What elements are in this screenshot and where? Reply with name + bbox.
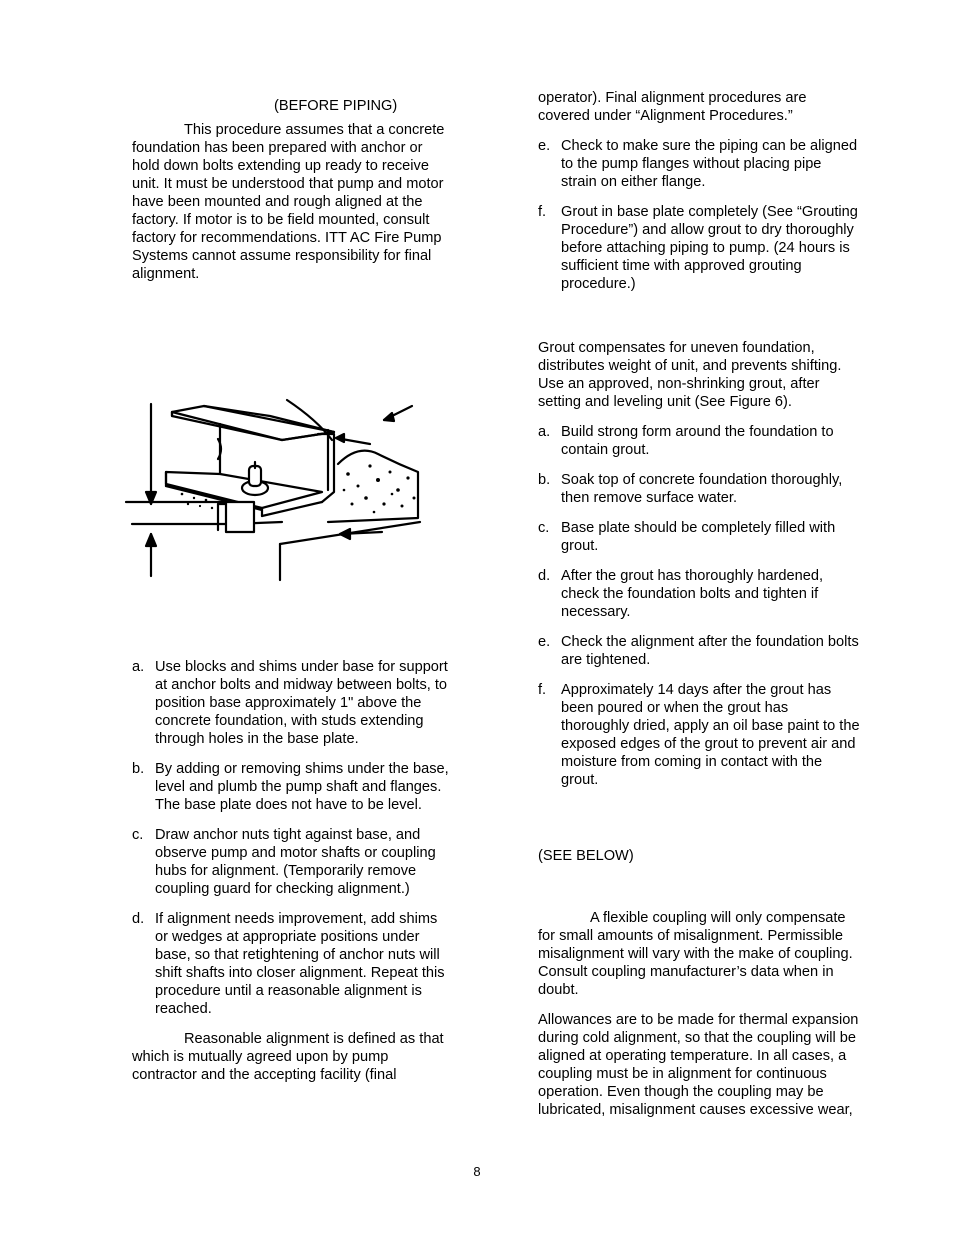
- page-number: 8: [473, 1164, 481, 1179]
- list-item: b. Soak top of concrete foundation thoroughly, then remove surface water.: [538, 472, 843, 506]
- list-item: c. Base plate should be completely filled with grout.: [538, 520, 836, 554]
- intro-paragraph: This procedure assumes that a concrete foundation has been prepared with anchor or hold down bolts extending up ready to receive unit. It must be understood that pump and motor have been mounted and rough aligned at the factory. If motor is to be field mounted, consult factory for recommendations. ITT AC Fire Pump Systems cannot assume responsibility for final alignment.: [132, 122, 445, 282]
- leveling-steps-continued-list: [538, 137, 860, 293]
- list-item: a. Build strong form around the foundation to contain grout.: [538, 424, 834, 458]
- list-item: b. By adding or removing shims under the base, level and plumb the pump shaft and flanges. The base plate does not have to be level.: [132, 761, 449, 813]
- closing-paragraph: Reasonable alignment is defined as that which is mutually agreed upon by pump contractor and the accepting facility (final: [132, 1031, 444, 1083]
- leveling-steps-list: [132, 658, 454, 1018]
- allowances-paragraph: Allowances are to be made for thermal expansion during cold alignment, so that the coupling will be aligned at operating temperature. In all cases, a coupling must be in alignment for continuous operation. Even though the coupling may be lubricated, misalignment causes excessive wear,: [538, 1012, 859, 1118]
- section-heading: (BEFORE PIPING): [274, 98, 398, 114]
- list-item: f. Grout in base plate completely (See “Grouting Procedure”) and allow grout to dry thoroughly before attaching piping to pump. (24 hours is sufficient time with approved grouting procedure.): [538, 204, 858, 292]
- list-item: d. After the grout has thoroughly hardened, check the foundation bolts and tighten if necessary.: [538, 568, 824, 620]
- grouting-steps-list: [538, 423, 860, 789]
- continuation-paragraph: operator). Final alignment procedures are covered under “Alignment Procedures.”: [538, 90, 807, 124]
- list-item: e. Check to make sure the piping can be aligned to the pump flanges without placing pipe strain on either flange.: [538, 138, 858, 190]
- list-item: e. Check the alignment after the foundation bolts are tightened.: [538, 634, 859, 668]
- list-item: c. Draw anchor nuts tight against base, and observe pump and motor shafts or coupling hubs for alignment. (Temporarily remove coupling guard for checking alignment.): [132, 827, 436, 897]
- see-below-note: (SEE BELOW): [538, 848, 634, 864]
- list-item: f. Approximately 14 days after the grout has been poured or when the grout has thoroughly dried, apply an oil base paint to the exposed edges of the grout to prevent air and moisture from coming in contact with the grout.: [538, 682, 860, 788]
- left-column: [132, 97, 454, 1084]
- baseplate-foundation-figure: [122, 394, 422, 584]
- coupling-intro-paragraph: A flexible coupling will only compensate for small amounts of misalignment. Permissible misalignment will vary with the make of coupling. Consult coupling manufacturer’s data when in doubt.: [538, 910, 853, 998]
- list-item: d. If alignment needs improvement, add shims or wedges at appropriate positions under base, so that retightening of anchor nuts will shift shafts into closer alignment. Repeat this procedure until a reasonable alignment is reached.: [132, 911, 445, 1017]
- grout-intro-paragraph: Grout compensates for uneven foundation, distributes weight of unit, and prevents shifting. Use an approved, non-shrinking grout, after setting and leveling unit (See Figure 6).: [538, 340, 842, 410]
- right-column: [538, 89, 860, 1119]
- list-item: a. Use blocks and shims under base for support at anchor bolts and midway between bolts, to position base approximately 1" above the concrete foundation, with studs extending through holes in the base plate.: [132, 659, 448, 747]
